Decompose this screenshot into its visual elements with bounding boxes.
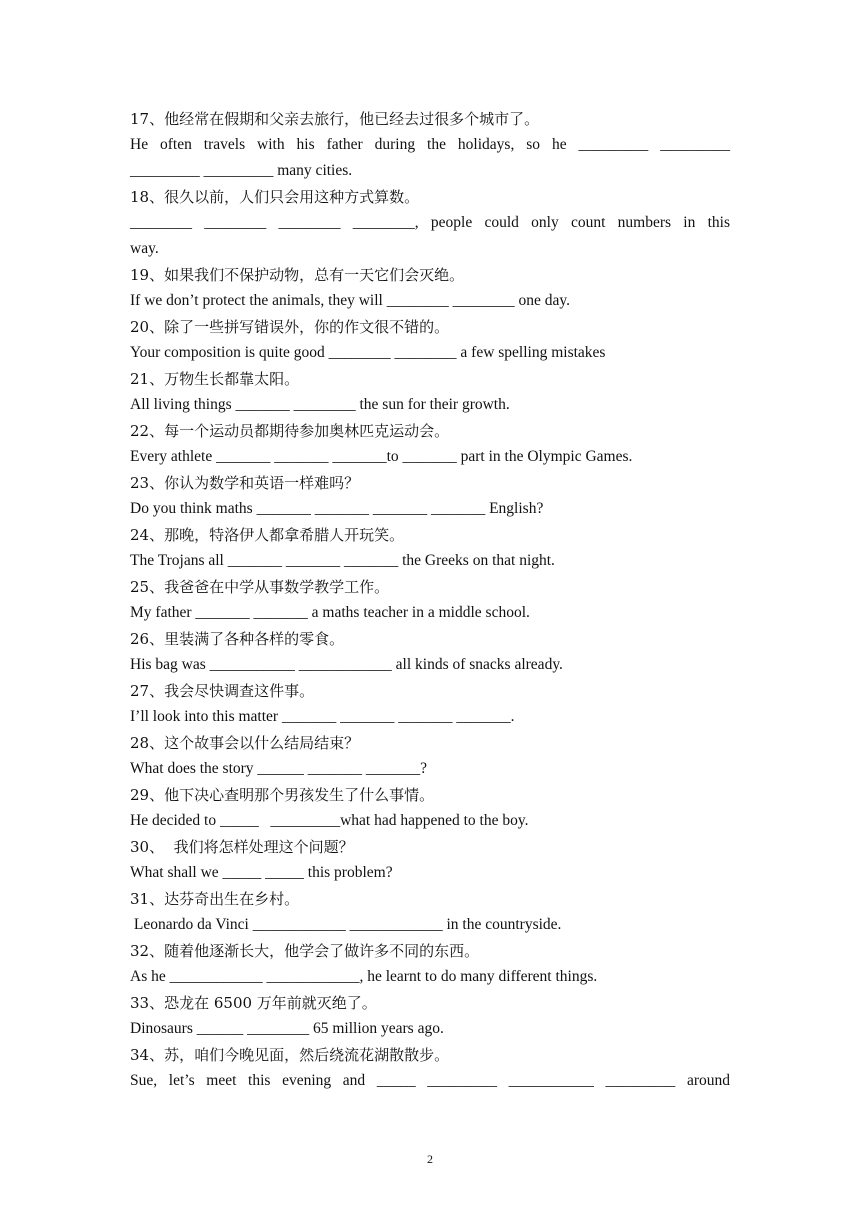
question-32-chinese: 32、随着他逐渐长大，他学会了做许多不同的东西。 bbox=[130, 942, 480, 960]
question-21-english: All living things _______ ________ the sun for their growth. bbox=[130, 396, 510, 413]
question-17-english: He often travels with his father during the holidays, so he _________ _________ bbox=[130, 136, 730, 153]
question-34-english: Sue, let’s meet this evening and _____ _________ ___________ _________ around bbox=[130, 1072, 730, 1089]
question-28-chinese: 28、这个故事会以什么结局结束？ bbox=[130, 734, 360, 752]
question-26-english: His bag was ___________ ____________ all kinds of snacks already. bbox=[130, 656, 563, 673]
question-27-english: I’ll look into this matter _______ _______ _______ _______. bbox=[130, 708, 515, 725]
question-23-english: Do you think maths _______ _______ _______ _______ English? bbox=[130, 500, 544, 517]
question-33-chinese: 33、恐龙在 6500 万年前就灭绝了。 bbox=[130, 994, 377, 1012]
question-22-english: Every athlete _______ _______ _______to _______ part in the Olympic Games. bbox=[130, 448, 633, 465]
question-18-english-cont: way. bbox=[130, 240, 159, 257]
question-19-english: If we don’t protect the animals, they will ________ ________ one day. bbox=[130, 292, 570, 309]
page-number: 2 bbox=[427, 1152, 433, 1166]
question-31-chinese: 31、达芬奇出生在乡村。 bbox=[130, 890, 300, 908]
question-25-chinese: 25、我爸爸在中学从事数学教学工作。 bbox=[130, 578, 390, 596]
question-21-chinese: 21、万物生长都靠太阳。 bbox=[130, 370, 300, 388]
question-25-english: My father _______ _______ a maths teacher in a middle school. bbox=[130, 604, 530, 621]
question-27-chinese: 27、我会尽快调查这件事。 bbox=[130, 682, 315, 700]
question-24-english: The Trojans all _______ _______ _______ the Greeks on that night. bbox=[130, 552, 555, 569]
question-29-english: He decided to _____ _________what had happened to the boy. bbox=[130, 812, 529, 829]
question-29-chinese: 29、他下决心查明那个男孩发生了什么事情。 bbox=[130, 786, 435, 804]
question-18-chinese: 18、很久以前，人们只会用这种方式算数。 bbox=[130, 188, 420, 206]
question-19-chinese: 19、如果我们不保护动物，总有一天它们会灭绝。 bbox=[130, 266, 465, 284]
question-18-english: ________ ________ ________ ________, people could only count numbers in this bbox=[130, 214, 730, 231]
question-23-chinese: 23、你认为数学和英语一样难吗？ bbox=[130, 474, 360, 492]
question-17-english-cont: _________ _________ many cities. bbox=[130, 162, 353, 179]
question-26-chinese: 26、里装满了各种各样的零食。 bbox=[130, 630, 345, 648]
question-34-chinese: 34、苏，咱们今晚见面，然后绕流花湖散散步。 bbox=[130, 1046, 450, 1064]
question-31-english: Leonardo da Vinci ____________ ____________ in the countryside. bbox=[130, 916, 562, 933]
question-24-chinese: 24、那晚，特洛伊人都拿希腊人开玩笑。 bbox=[130, 526, 405, 544]
question-33-english: Dinosaurs ______ ________ 65 million years ago. bbox=[130, 1020, 444, 1037]
question-32-english: As he ____________ ____________, he learnt to do many different things. bbox=[130, 968, 598, 985]
question-17-chinese: 17、他经常在假期和父亲去旅行，他已经去过很多个城市了。 bbox=[130, 110, 540, 128]
question-28-english: What does the story ______ _______ _______? bbox=[130, 760, 428, 777]
question-30-english: What shall we _____ _____ this problem? bbox=[130, 864, 393, 881]
question-20-english: Your composition is quite good ________ ________ a few spelling mistakes bbox=[130, 344, 606, 361]
exercise-content bbox=[130, 106, 730, 1094]
question-22-chinese: 22、每一个运动员都期待参加奥林匹克运动会。 bbox=[130, 422, 450, 440]
question-30-chinese: 30、 我们将怎样处理这个问题？ bbox=[130, 838, 354, 856]
question-20-chinese: 20、除了一些拼写错误外，你的作文很不错的。 bbox=[130, 318, 450, 336]
